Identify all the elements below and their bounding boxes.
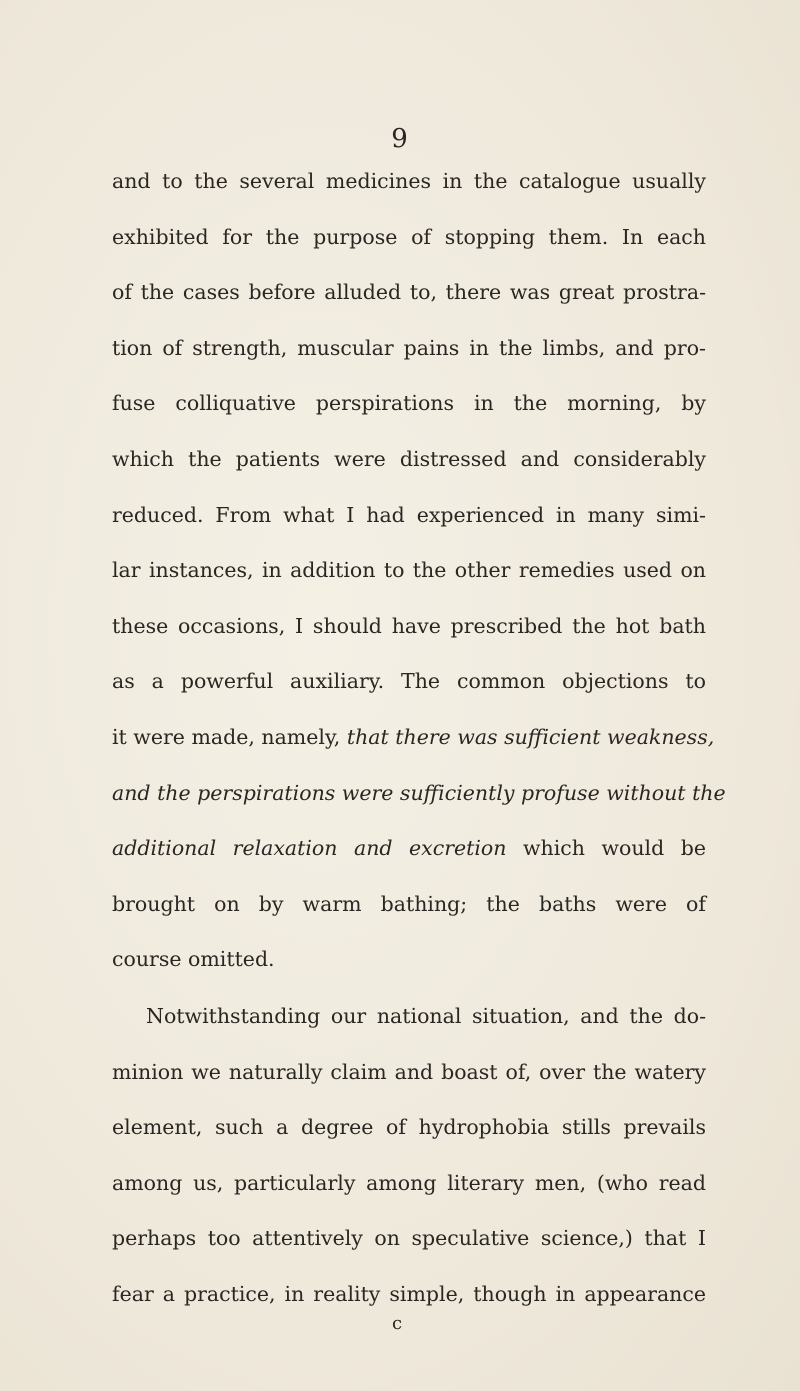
text-line: which the patients were distressed and considerably [112,446,706,471]
text-line: these occasions, I should have prescribed the hot bath [112,613,706,638]
text-segment: which would be [506,836,706,861]
text-line: as a powerful auxiliary. The common objections to [112,669,706,694]
text-line [112,766,726,822]
text-line: among us, particularly among literary men, (who read [112,1170,706,1195]
text-line: perhaps too attentively on speculative science,) that I [112,1226,706,1251]
text-line: element, such a degree of hydrophobia stills prevails [112,1115,706,1140]
text-line: fear a practice, in reality simple, though in appearance [112,1281,706,1306]
text-line: tion of strength, muscular pains in the limbs, and pro- [112,335,706,360]
italic-text: that there was sufficient weakness, [346,724,715,749]
paragraph-2 [112,989,706,1323]
text-line [112,710,715,766]
text-line: minion we naturally claim and boast of, over the watery [112,1059,706,1084]
text-line: Notwithstanding our national situation, and the do- [146,1004,706,1028]
text-line: lar instances, in addition to the other remedies used on [112,558,706,583]
text-line: and to the several medicines in the catalogue usually [112,169,706,193]
text-line: reduced. From what I had experienced in many simi- [112,502,706,527]
text-line: course omitted. [112,947,275,972]
italic-text: additional relaxation and excretion [112,836,507,861]
text-line: of the cases before alluded to, there was great prostra- [112,280,706,305]
text-segment: it were made, namely, [112,724,347,749]
text-line: exhibited for the purpose of stopping them. In each [112,224,706,249]
text-line [112,821,706,877]
text-line: brought on by warm bathing; the baths were of [112,891,706,916]
signature-mark: c [392,1313,403,1334]
page-number: 9 [391,124,409,154]
paragraph-1 [112,154,726,988]
italic-text: and the perspirations were sufficiently profuse without the [112,780,726,805]
text-line: fuse colliquative perspirations in the morning, by [112,391,706,416]
